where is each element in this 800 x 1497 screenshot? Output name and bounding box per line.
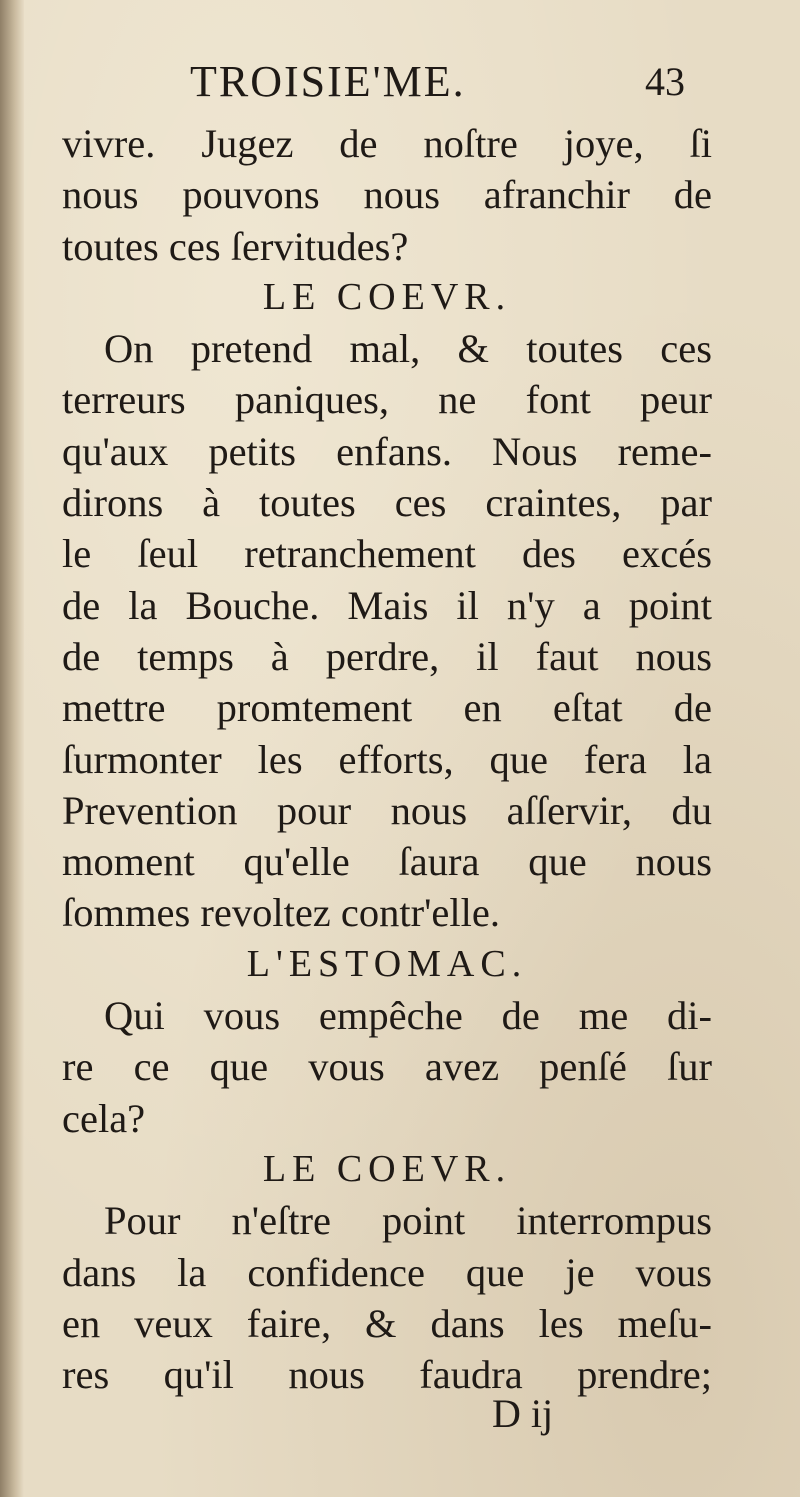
text-line: ſurmonter les efforts, que fera la [62, 736, 712, 782]
page-text [62, 118, 712, 1400]
text-line: qu'aux petits enfans. Nous reme- [62, 428, 712, 474]
text-line: moment qu'elle ſaura que nous [62, 839, 712, 885]
signature-mark: D ij [492, 1391, 554, 1436]
text-line: Qui vous empêche de me di- [104, 993, 712, 1039]
text-line: Pour n'eſtre point interrompus [104, 1198, 712, 1244]
binding-gutter [0, 0, 24, 1497]
text-line: mettre promtement en eſtat de [62, 685, 712, 731]
text-line: vivre. Jugez de noſtre joye, ſi [62, 121, 712, 166]
text-line: dans la confidence que je vous [62, 1249, 712, 1295]
text-line: cela? [62, 1095, 146, 1141]
text-line: res qu'il nous faudra prendre; [62, 1352, 712, 1398]
text-line: toutes ces ſervitudes? [62, 223, 409, 269]
text-line: Prevention pour nous aſſervir, du [62, 787, 712, 833]
text-line: nous pouvons nous afranchir de [62, 172, 712, 218]
text-line: dirons à toutes ces craintes, par [62, 480, 712, 526]
text-line: en veux faire, & dans les meſu- [62, 1300, 712, 1346]
text-line: re ce que vous avez penſé ſur [62, 1044, 712, 1090]
text-line: ſommes revoltez contr'elle. [62, 890, 501, 936]
page-number: 43 [645, 59, 685, 104]
text-line: On pretend mal, & toutes ces [104, 326, 712, 372]
text-line: terreurs paniques, ne font peur [62, 377, 712, 423]
speaker-heading: L'ESTOMAC. [246, 942, 528, 985]
running-head: TROISIE'ME. [190, 57, 466, 106]
text-line: le ſeul retranchement des excés [62, 531, 712, 577]
page-header [190, 56, 710, 116]
text-line: de la Bouche. Mais il n'y a point [62, 582, 712, 628]
text-line: de temps à perdre, il faut nous [62, 633, 712, 679]
speaker-heading: LE COEVR. [262, 1147, 512, 1190]
speaker-heading: LE COEVR. [262, 275, 512, 318]
